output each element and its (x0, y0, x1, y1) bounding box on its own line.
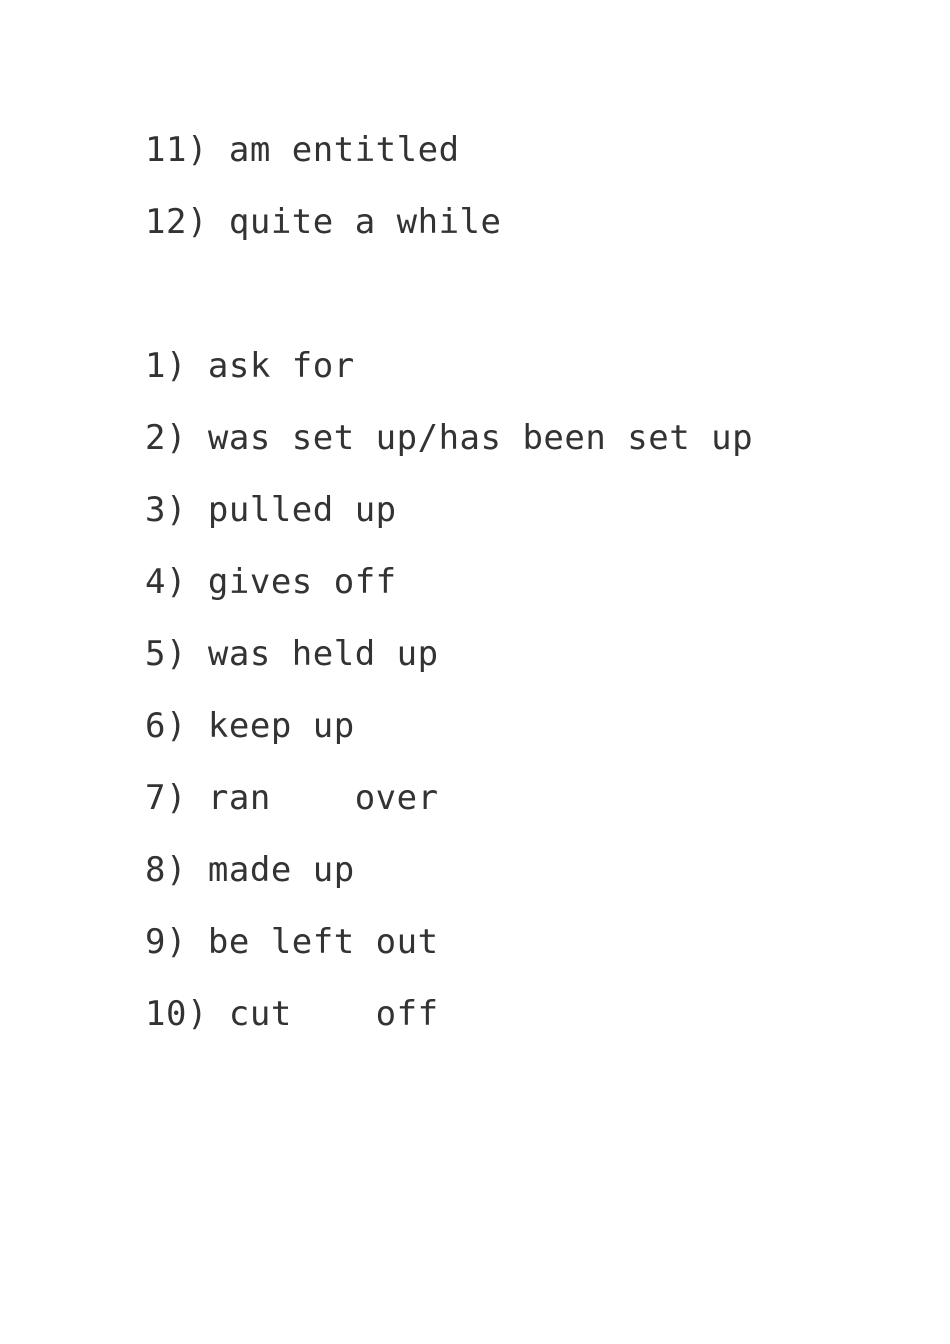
answer-item-6: 6) keep up (145, 706, 355, 746)
answer-list-top (145, 128, 502, 272)
answer-item-7: 7) ran over (145, 778, 439, 818)
answer-item-12: 12) quite a while (145, 202, 502, 242)
answer-item-8: 8) made up (145, 850, 355, 890)
answer-item-5: 5) was held up (145, 634, 439, 674)
answer-item-1: 1) ask for (145, 346, 355, 386)
answer-item-11: 11) am entitled (145, 130, 460, 170)
answer-item-10: 10) cut off (145, 994, 439, 1034)
answer-item-4: 4) gives off (145, 562, 397, 602)
answer-item-3: 3) pulled up (145, 490, 397, 530)
answer-item-2: 2) was set up/has been set up (145, 418, 754, 458)
answer-list-bottom (145, 344, 753, 1064)
answer-item-9: 9) be left out (145, 922, 439, 962)
